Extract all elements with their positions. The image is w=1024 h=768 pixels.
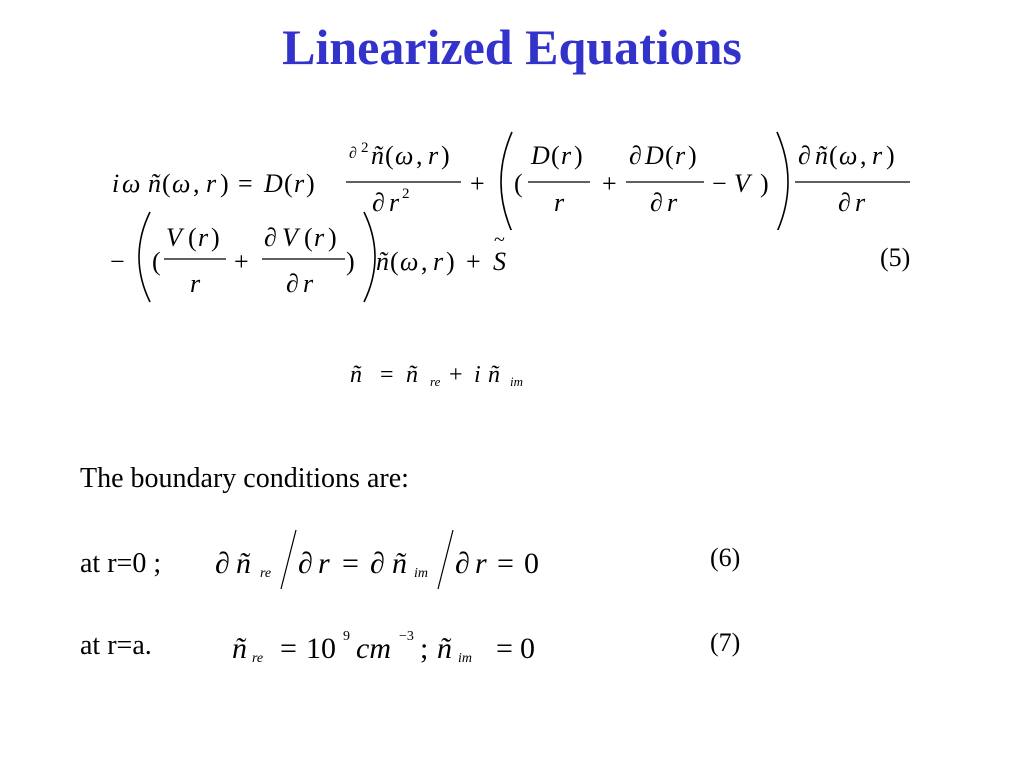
- svg-text:∂: ∂: [215, 547, 230, 580]
- svg-text:r: r: [855, 188, 866, 217]
- svg-text:V: V: [734, 169, 750, 198]
- svg-text:im: im: [414, 566, 428, 581]
- svg-text:ñ: ñ: [406, 362, 418, 388]
- svg-text:∂: ∂: [455, 547, 470, 580]
- svg-text:=: =: [280, 632, 297, 665]
- svg-text:): ): [211, 223, 220, 252]
- equation-5-number: (5): [880, 243, 911, 272]
- svg-text:−: −: [110, 247, 125, 276]
- svg-text:r: r: [675, 141, 686, 170]
- svg-text:=: =: [496, 632, 513, 665]
- svg-text:+: +: [470, 169, 485, 198]
- svg-text:;: ;: [420, 632, 429, 665]
- svg-text:re: re: [430, 374, 441, 389]
- svg-text:,: ,: [416, 141, 423, 170]
- svg-text:∂: ∂: [838, 188, 851, 217]
- svg-text:(: (: [188, 223, 197, 252]
- equation-6-number: (6): [710, 543, 741, 572]
- svg-text:0: 0: [520, 632, 535, 665]
- svg-text:cm: cm: [356, 632, 391, 665]
- svg-text:): ): [574, 141, 583, 170]
- svg-text:D: D: [264, 169, 283, 198]
- svg-text:im: im: [458, 651, 472, 666]
- svg-text:i: i: [474, 362, 481, 388]
- bc1-label: at r=0 ;: [80, 548, 162, 579]
- svg-text:(: (: [152, 247, 161, 276]
- equation-7: [225, 615, 555, 675]
- svg-text:,: ,: [421, 247, 428, 276]
- svg-text:ñ: ñ: [371, 141, 384, 170]
- equation-5-line-2: [0, 210, 1024, 310]
- svg-text:r: r: [389, 188, 400, 217]
- svg-text:=: =: [238, 169, 253, 198]
- svg-text:ω: ω: [400, 247, 419, 276]
- svg-text:): ): [306, 169, 315, 198]
- svg-text:D: D: [531, 141, 550, 170]
- svg-text:(: (: [162, 169, 171, 198]
- svg-text:2: 2: [402, 186, 410, 202]
- equation-7-number: (7): [710, 628, 741, 657]
- svg-text:): ): [346, 247, 355, 276]
- svg-text:ω: ω: [172, 169, 191, 198]
- svg-text:,: ,: [860, 141, 867, 170]
- svg-text:+: +: [466, 247, 481, 276]
- slide-title: Linearized Equations: [282, 19, 742, 75]
- svg-text:2: 2: [361, 140, 369, 156]
- svg-text:re: re: [252, 651, 264, 666]
- svg-text:10: 10: [306, 632, 336, 665]
- svg-text:r: r: [872, 141, 883, 170]
- svg-text:ñ: ñ: [236, 547, 251, 580]
- svg-text:ñ: ñ: [392, 547, 407, 580]
- svg-text:∂: ∂: [629, 141, 642, 170]
- svg-text:V: V: [282, 223, 298, 252]
- svg-text:(: (: [284, 169, 293, 198]
- svg-text:∂: ∂: [286, 269, 299, 298]
- svg-text:ω: ω: [395, 141, 414, 170]
- svg-text:−: −: [712, 169, 727, 198]
- svg-text:ñ: ñ: [148, 169, 161, 198]
- svg-text:r: r: [433, 247, 444, 276]
- svg-text:(: (: [385, 141, 394, 170]
- svg-text:r: r: [475, 547, 487, 580]
- svg-text:): ): [441, 141, 450, 170]
- svg-text:re: re: [260, 566, 272, 581]
- svg-text:=: =: [342, 547, 359, 580]
- svg-text:−3: −3: [399, 629, 414, 644]
- svg-text:+: +: [449, 362, 463, 388]
- svg-text:ñ: ñ: [376, 247, 389, 276]
- svg-text:ñ: ñ: [488, 362, 500, 388]
- boundary-intro-text: The boundary conditions are:: [80, 463, 409, 494]
- svg-text:~: ~: [494, 229, 505, 251]
- svg-text:r: r: [554, 188, 565, 217]
- svg-text:ω: ω: [122, 169, 141, 198]
- svg-text:=: =: [497, 547, 514, 580]
- svg-text:): ): [760, 169, 769, 198]
- svg-text:r: r: [314, 223, 325, 252]
- svg-text:im: im: [510, 374, 523, 389]
- svg-text:9: 9: [343, 629, 350, 644]
- svg-text:V: V: [166, 223, 182, 252]
- svg-text:): ): [328, 223, 337, 252]
- svg-text:S: S: [493, 247, 506, 276]
- svg-text:∂: ∂: [650, 188, 663, 217]
- equation-6: [200, 525, 560, 595]
- svg-text:ñ: ñ: [815, 141, 828, 170]
- svg-text:): ): [886, 141, 895, 170]
- svg-text:r: r: [294, 169, 305, 198]
- svg-text:): ): [688, 141, 697, 170]
- svg-text:r: r: [303, 269, 314, 298]
- svg-text:ω: ω: [839, 141, 858, 170]
- svg-text:ñ: ñ: [350, 362, 362, 388]
- svg-text:r: r: [198, 223, 209, 252]
- svg-text:i: i: [112, 169, 120, 198]
- svg-text:r: r: [318, 547, 330, 580]
- svg-text:(: (: [551, 141, 560, 170]
- svg-text:,: ,: [193, 169, 200, 198]
- svg-text:ñ: ñ: [232, 632, 247, 665]
- svg-text:(: (: [514, 169, 523, 198]
- complex-density-equation: [340, 345, 540, 395]
- bc2-label: at r=a.: [80, 630, 152, 661]
- svg-text:D: D: [645, 141, 664, 170]
- svg-text:∂: ∂: [264, 223, 277, 252]
- svg-text:r: r: [206, 169, 217, 198]
- svg-text:(: (: [304, 223, 313, 252]
- svg-text:r: r: [190, 269, 201, 298]
- svg-text:+: +: [234, 247, 249, 276]
- svg-text:r: r: [428, 141, 439, 170]
- svg-text:): ): [220, 169, 229, 198]
- svg-text:ñ: ñ: [437, 632, 452, 665]
- svg-text:r: r: [561, 141, 572, 170]
- svg-text:∂: ∂: [798, 141, 811, 170]
- svg-text:(: (: [829, 141, 838, 170]
- svg-text:(: (: [665, 141, 674, 170]
- svg-text:): ): [446, 247, 455, 276]
- svg-text:=: =: [380, 362, 394, 388]
- svg-text:∂: ∂: [298, 547, 313, 580]
- svg-text:∂: ∂: [370, 547, 385, 580]
- svg-text:(: (: [390, 247, 399, 276]
- svg-text:0: 0: [524, 547, 539, 580]
- svg-text:r: r: [667, 188, 678, 217]
- svg-text:∂: ∂: [372, 188, 385, 217]
- svg-text:+: +: [602, 169, 617, 198]
- svg-text:∂: ∂: [349, 145, 357, 162]
